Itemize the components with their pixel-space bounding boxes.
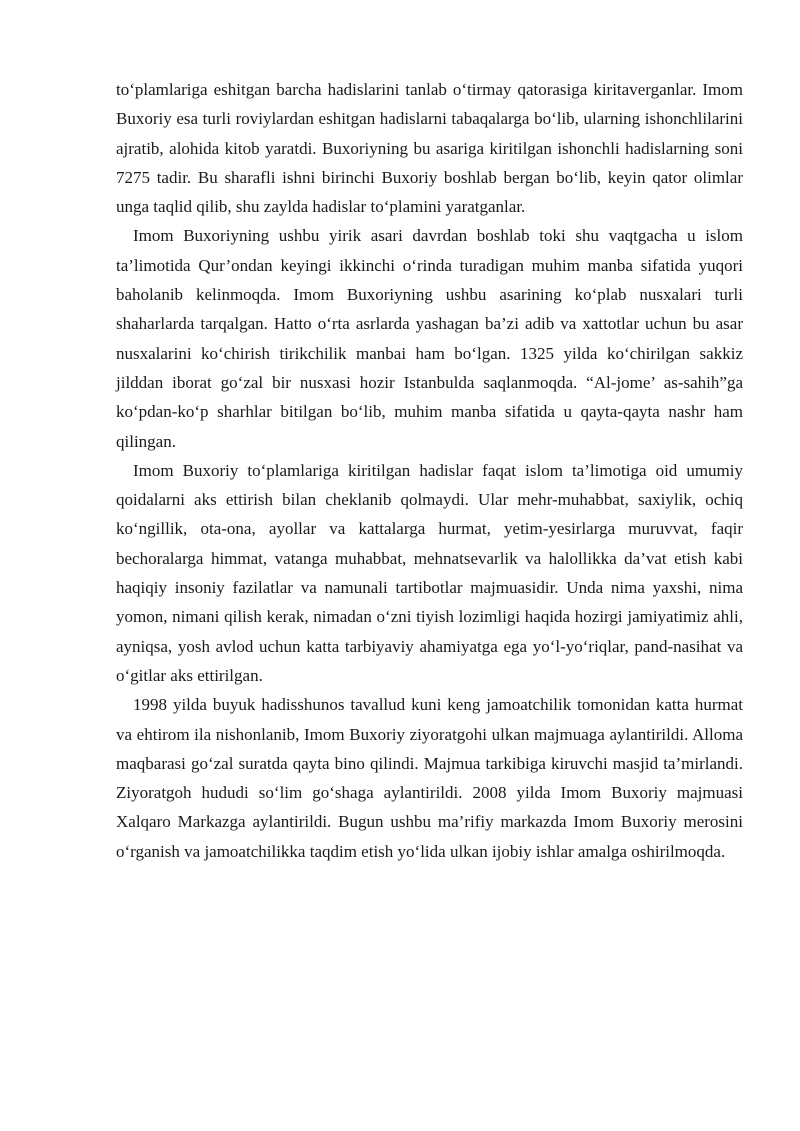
paragraph-4: 1998 yilda buyuk hadisshunos tavallud kuni keng jamoatchilik tomonidan katta hurmat va ehtirom ila nishonlanib, Imom Buxoriy ziyoratgohi ulkan majmuaga aylantirildi. Alloma maqbarasi go‘zal suratda qayta bino qilindi. Majmua tarkibiga kiruvchi masjid ta’mirlandi. Ziyoratgoh hududi so‘lim go‘shaga aylantirildi. 2008 yilda Imom Buxoriy majmuasi Xalqaro Markazga aylantirildi. Bugun ushbu ma’rifiy markazda Imom Buxoriy merosini o‘rganish va jamoatchilikka taqdim etish yo‘lida ulkan ijobiy ishlar amalga oshirilmoqda.: [116, 695, 743, 861]
paragraph-3: Imom Buxoriy to‘plamlariga kiritilgan hadislar faqat islom ta’limotiga oid umumiy qoidalarni aks ettirish bilan cheklanib qolmaydi. Ular mehr-muhabbat, saxiylik, ochiq ko‘ngillik, ota-ona, ayollar va kattalarga hurmat, yetim-yesirlarga muruvvat, faqir bechoralarga himmat, vatanga muhabbat, mehnatsevarlik va halollikka da’vat etish kabi haqiqiy insoniy fazilatlar va namunali tartibotlar majmuasidir. Unda nima yaxshi, nima yomon, nimani qilish kerak, nimadan o‘zni tiyish lozimligi haqida hozirgi jamiyatimiz ahli, ayniqsa, yosh avlod uchun katta tarbiyaviy ahamiyatga ega yo‘l-yo‘riqlar, pand-nasihat va o‘gitlar aks ettirilgan.: [116, 460, 743, 685]
paragraph-2: Imom Buxoriyning ushbu yirik asari davrdan boshlab toki shu vaqtgacha u islom ta’limotida Qur’ondan keyingi ikkinchi o‘rinda turadigan muhim manba sifatida yuqori baholanib kelinmoqda. Imom Buxoriyning ushbu asarining ko‘plab nusxalari turli shaharlarda tarqalgan. Hatto o‘rta asrlarda yashagan ba’zi adib va xattotlar uchun bu asar nusxalarini ko‘chirish tirikchilik manbai ham bo‘lgan. 1325 yilda ko‘chirilgan sakkiz jilddan iborat go‘zal bir nusxasi hozir Istanbulda saqlanmoqda. “Al-jome’ as-sahih”ga ko‘pdan-ko‘p sharhlar bitilgan bo‘lib, muhim manba sifatida u qayta-qayta nashr ham qilingan.: [116, 226, 743, 451]
paragraph-1: to‘plamlariga eshitgan barcha hadislarini tanlab o‘tirmay qatorasiga kiritaverganlar. Imom Buxoriy esa turli roviylardan eshitgan hadislarni tabaqalarga bo‘lib, ularning ishonchlilarini ajratib, alohida kitob yaratdi. Buxoriyning bu asariga kiritilgan ishonchli hadislarning soni 7275 tadir. Bu sharafli ishni birinchi Buxoriy boshlab bergan bo‘lib, keyin qator olimlar unga taqlid qilib, shu zaylda hadislar to‘plamini yaratganlar.: [116, 80, 743, 217]
body-text: [116, 75, 743, 866]
